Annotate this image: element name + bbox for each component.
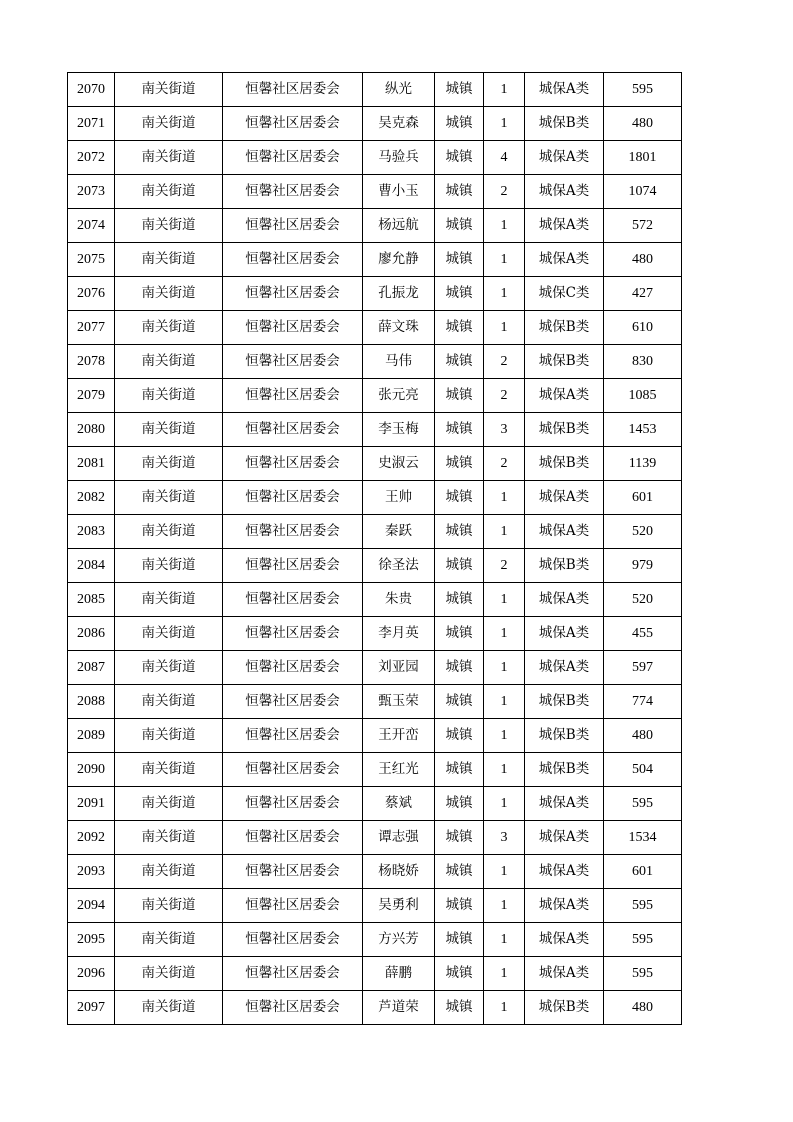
cell-street: 南关街道 xyxy=(115,685,223,719)
cell-serial-number: 2081 xyxy=(68,447,115,481)
recipient-table xyxy=(67,72,682,1025)
cell-community: 恒馨社区居委会 xyxy=(223,685,363,719)
cell-street: 南关街道 xyxy=(115,379,223,413)
cell-serial-number: 2089 xyxy=(68,719,115,753)
cell-serial-number: 2083 xyxy=(68,515,115,549)
cell-community: 恒馨社区居委会 xyxy=(223,515,363,549)
cell-community: 恒馨社区居委会 xyxy=(223,311,363,345)
cell-name: 王帅 xyxy=(363,481,435,515)
cell-area-type: 城镇 xyxy=(435,107,484,141)
cell-area-type: 城镇 xyxy=(435,141,484,175)
cell-name: 曹小玉 xyxy=(363,175,435,209)
cell-street: 南关街道 xyxy=(115,209,223,243)
cell-category: 城保B类 xyxy=(525,991,604,1025)
cell-category: 城保A类 xyxy=(525,481,604,515)
cell-household-size: 1 xyxy=(484,991,525,1025)
cell-serial-number: 2085 xyxy=(68,583,115,617)
cell-community: 恒馨社区居委会 xyxy=(223,889,363,923)
cell-name: 王开峦 xyxy=(363,719,435,753)
table-row xyxy=(68,107,682,141)
cell-amount: 1139 xyxy=(604,447,682,481)
table-row xyxy=(68,311,682,345)
cell-area-type: 城镇 xyxy=(435,889,484,923)
cell-category: 城保A类 xyxy=(525,583,604,617)
cell-amount: 1453 xyxy=(604,413,682,447)
cell-household-size: 1 xyxy=(484,481,525,515)
cell-household-size: 1 xyxy=(484,719,525,753)
cell-household-size: 1 xyxy=(484,243,525,277)
cell-community: 恒馨社区居委会 xyxy=(223,73,363,107)
cell-community: 恒馨社区居委会 xyxy=(223,549,363,583)
table-row xyxy=(68,481,682,515)
cell-name: 孔振龙 xyxy=(363,277,435,311)
cell-serial-number: 2094 xyxy=(68,889,115,923)
cell-area-type: 城镇 xyxy=(435,243,484,277)
cell-category: 城保A类 xyxy=(525,515,604,549)
cell-household-size: 1 xyxy=(484,311,525,345)
table-row xyxy=(68,685,682,719)
cell-area-type: 城镇 xyxy=(435,617,484,651)
cell-area-type: 城镇 xyxy=(435,447,484,481)
cell-household-size: 1 xyxy=(484,855,525,889)
cell-street: 南关街道 xyxy=(115,549,223,583)
cell-amount: 1085 xyxy=(604,379,682,413)
cell-name: 吴勇利 xyxy=(363,889,435,923)
cell-household-size: 1 xyxy=(484,651,525,685)
cell-street: 南关街道 xyxy=(115,617,223,651)
cell-category: 城保A类 xyxy=(525,379,604,413)
cell-name: 芦道荣 xyxy=(363,991,435,1025)
cell-category: 城保B类 xyxy=(525,549,604,583)
cell-community: 恒馨社区居委会 xyxy=(223,651,363,685)
cell-community: 恒馨社区居委会 xyxy=(223,413,363,447)
cell-category: 城保C类 xyxy=(525,277,604,311)
cell-community: 恒馨社区居委会 xyxy=(223,821,363,855)
cell-serial-number: 2074 xyxy=(68,209,115,243)
cell-household-size: 2 xyxy=(484,549,525,583)
cell-street: 南关街道 xyxy=(115,311,223,345)
cell-category: 城保B类 xyxy=(525,719,604,753)
table-row xyxy=(68,753,682,787)
cell-name: 杨远航 xyxy=(363,209,435,243)
table-row xyxy=(68,821,682,855)
cell-serial-number: 2091 xyxy=(68,787,115,821)
cell-category: 城保B类 xyxy=(525,107,604,141)
cell-household-size: 1 xyxy=(484,583,525,617)
table-row xyxy=(68,345,682,379)
cell-name: 甄玉荣 xyxy=(363,685,435,719)
cell-amount: 572 xyxy=(604,209,682,243)
cell-name: 杨晓娇 xyxy=(363,855,435,889)
cell-community: 恒馨社区居委会 xyxy=(223,447,363,481)
cell-area-type: 城镇 xyxy=(435,991,484,1025)
cell-serial-number: 2072 xyxy=(68,141,115,175)
cell-name: 史淑云 xyxy=(363,447,435,481)
cell-household-size: 2 xyxy=(484,447,525,481)
cell-serial-number: 2077 xyxy=(68,311,115,345)
table-row xyxy=(68,413,682,447)
cell-category: 城保A类 xyxy=(525,787,604,821)
cell-community: 恒馨社区居委会 xyxy=(223,175,363,209)
cell-name: 李玉梅 xyxy=(363,413,435,447)
cell-serial-number: 2075 xyxy=(68,243,115,277)
cell-household-size: 3 xyxy=(484,413,525,447)
cell-street: 南关街道 xyxy=(115,923,223,957)
cell-area-type: 城镇 xyxy=(435,379,484,413)
cell-name: 纵光 xyxy=(363,73,435,107)
cell-amount: 595 xyxy=(604,73,682,107)
cell-area-type: 城镇 xyxy=(435,73,484,107)
cell-category: 城保A类 xyxy=(525,209,604,243)
cell-area-type: 城镇 xyxy=(435,481,484,515)
cell-name: 刘亚园 xyxy=(363,651,435,685)
cell-community: 恒馨社区居委会 xyxy=(223,379,363,413)
table-row xyxy=(68,243,682,277)
cell-name: 方兴芳 xyxy=(363,923,435,957)
cell-community: 恒馨社区居委会 xyxy=(223,923,363,957)
cell-serial-number: 2087 xyxy=(68,651,115,685)
cell-community: 恒馨社区居委会 xyxy=(223,787,363,821)
cell-category: 城保B类 xyxy=(525,345,604,379)
cell-serial-number: 2070 xyxy=(68,73,115,107)
cell-amount: 427 xyxy=(604,277,682,311)
cell-name: 谭志强 xyxy=(363,821,435,855)
cell-category: 城保B类 xyxy=(525,753,604,787)
cell-community: 恒馨社区居委会 xyxy=(223,583,363,617)
cell-serial-number: 2073 xyxy=(68,175,115,209)
cell-household-size: 1 xyxy=(484,685,525,719)
cell-amount: 520 xyxy=(604,515,682,549)
table-body xyxy=(68,73,682,1025)
cell-household-size: 1 xyxy=(484,209,525,243)
cell-area-type: 城镇 xyxy=(435,821,484,855)
cell-household-size: 1 xyxy=(484,753,525,787)
table-row xyxy=(68,209,682,243)
cell-amount: 480 xyxy=(604,991,682,1025)
cell-category: 城保A类 xyxy=(525,651,604,685)
cell-community: 恒馨社区居委会 xyxy=(223,345,363,379)
cell-street: 南关街道 xyxy=(115,753,223,787)
table-row xyxy=(68,889,682,923)
cell-amount: 595 xyxy=(604,787,682,821)
cell-area-type: 城镇 xyxy=(435,685,484,719)
cell-category: 城保A类 xyxy=(525,243,604,277)
cell-community: 恒馨社区居委会 xyxy=(223,957,363,991)
cell-household-size: 1 xyxy=(484,515,525,549)
cell-area-type: 城镇 xyxy=(435,209,484,243)
cell-name: 马伟 xyxy=(363,345,435,379)
table-row xyxy=(68,379,682,413)
cell-serial-number: 2080 xyxy=(68,413,115,447)
cell-street: 南关街道 xyxy=(115,889,223,923)
cell-serial-number: 2086 xyxy=(68,617,115,651)
cell-name: 吴克森 xyxy=(363,107,435,141)
cell-area-type: 城镇 xyxy=(435,787,484,821)
table-row xyxy=(68,651,682,685)
cell-street: 南关街道 xyxy=(115,991,223,1025)
cell-name: 薛文珠 xyxy=(363,311,435,345)
cell-street: 南关街道 xyxy=(115,107,223,141)
cell-serial-number: 2071 xyxy=(68,107,115,141)
cell-category: 城保A类 xyxy=(525,923,604,957)
cell-community: 恒馨社区居委会 xyxy=(223,107,363,141)
cell-street: 南关街道 xyxy=(115,855,223,889)
cell-street: 南关街道 xyxy=(115,243,223,277)
cell-area-type: 城镇 xyxy=(435,515,484,549)
cell-category: 城保A类 xyxy=(525,141,604,175)
cell-household-size: 3 xyxy=(484,821,525,855)
cell-community: 恒馨社区居委会 xyxy=(223,753,363,787)
cell-amount: 774 xyxy=(604,685,682,719)
cell-area-type: 城镇 xyxy=(435,413,484,447)
table-row xyxy=(68,277,682,311)
cell-household-size: 1 xyxy=(484,277,525,311)
cell-amount: 504 xyxy=(604,753,682,787)
cell-area-type: 城镇 xyxy=(435,583,484,617)
cell-amount: 455 xyxy=(604,617,682,651)
cell-street: 南关街道 xyxy=(115,413,223,447)
cell-household-size: 1 xyxy=(484,787,525,821)
cell-amount: 520 xyxy=(604,583,682,617)
cell-serial-number: 2093 xyxy=(68,855,115,889)
cell-amount: 595 xyxy=(604,957,682,991)
table-row xyxy=(68,175,682,209)
cell-name: 王红光 xyxy=(363,753,435,787)
cell-serial-number: 2078 xyxy=(68,345,115,379)
cell-street: 南关街道 xyxy=(115,719,223,753)
cell-amount: 1801 xyxy=(604,141,682,175)
cell-area-type: 城镇 xyxy=(435,855,484,889)
table-row xyxy=(68,141,682,175)
cell-street: 南关街道 xyxy=(115,787,223,821)
cell-street: 南关街道 xyxy=(115,141,223,175)
cell-serial-number: 2096 xyxy=(68,957,115,991)
cell-name: 朱贵 xyxy=(363,583,435,617)
cell-amount: 595 xyxy=(604,923,682,957)
cell-amount: 595 xyxy=(604,889,682,923)
cell-category: 城保A类 xyxy=(525,821,604,855)
table-row xyxy=(68,447,682,481)
cell-community: 恒馨社区居委会 xyxy=(223,617,363,651)
cell-category: 城保A类 xyxy=(525,73,604,107)
cell-name: 张元亮 xyxy=(363,379,435,413)
cell-serial-number: 2079 xyxy=(68,379,115,413)
cell-area-type: 城镇 xyxy=(435,277,484,311)
cell-amount: 830 xyxy=(604,345,682,379)
cell-category: 城保A类 xyxy=(525,855,604,889)
cell-amount: 610 xyxy=(604,311,682,345)
cell-area-type: 城镇 xyxy=(435,957,484,991)
cell-amount: 979 xyxy=(604,549,682,583)
cell-name: 马验兵 xyxy=(363,141,435,175)
cell-name: 秦跃 xyxy=(363,515,435,549)
cell-amount: 480 xyxy=(604,719,682,753)
cell-category: 城保B类 xyxy=(525,685,604,719)
cell-community: 恒馨社区居委会 xyxy=(223,855,363,889)
cell-household-size: 2 xyxy=(484,345,525,379)
cell-serial-number: 2097 xyxy=(68,991,115,1025)
cell-amount: 1074 xyxy=(604,175,682,209)
cell-area-type: 城镇 xyxy=(435,311,484,345)
cell-serial-number: 2082 xyxy=(68,481,115,515)
cell-category: 城保B类 xyxy=(525,311,604,345)
cell-household-size: 1 xyxy=(484,923,525,957)
cell-serial-number: 2088 xyxy=(68,685,115,719)
cell-street: 南关街道 xyxy=(115,583,223,617)
cell-street: 南关街道 xyxy=(115,821,223,855)
cell-serial-number: 2084 xyxy=(68,549,115,583)
cell-household-size: 4 xyxy=(484,141,525,175)
cell-category: 城保B类 xyxy=(525,447,604,481)
cell-category: 城保A类 xyxy=(525,957,604,991)
cell-area-type: 城镇 xyxy=(435,923,484,957)
cell-community: 恒馨社区居委会 xyxy=(223,719,363,753)
cell-amount: 601 xyxy=(604,855,682,889)
table-row xyxy=(68,787,682,821)
cell-area-type: 城镇 xyxy=(435,345,484,379)
cell-street: 南关街道 xyxy=(115,73,223,107)
cell-amount: 480 xyxy=(604,243,682,277)
table-row xyxy=(68,991,682,1025)
cell-street: 南关街道 xyxy=(115,957,223,991)
cell-community: 恒馨社区居委会 xyxy=(223,991,363,1025)
cell-area-type: 城镇 xyxy=(435,175,484,209)
cell-area-type: 城镇 xyxy=(435,651,484,685)
cell-name: 徐圣法 xyxy=(363,549,435,583)
cell-name: 李月英 xyxy=(363,617,435,651)
cell-community: 恒馨社区居委会 xyxy=(223,209,363,243)
cell-street: 南关街道 xyxy=(115,447,223,481)
table-row xyxy=(68,549,682,583)
cell-street: 南关街道 xyxy=(115,277,223,311)
cell-serial-number: 2076 xyxy=(68,277,115,311)
cell-area-type: 城镇 xyxy=(435,549,484,583)
cell-amount: 1534 xyxy=(604,821,682,855)
cell-street: 南关街道 xyxy=(115,481,223,515)
cell-category: 城保A类 xyxy=(525,175,604,209)
cell-name: 薛鹏 xyxy=(363,957,435,991)
table-row xyxy=(68,515,682,549)
cell-area-type: 城镇 xyxy=(435,753,484,787)
cell-community: 恒馨社区居委会 xyxy=(223,141,363,175)
cell-amount: 601 xyxy=(604,481,682,515)
cell-amount: 480 xyxy=(604,107,682,141)
cell-street: 南关街道 xyxy=(115,515,223,549)
cell-serial-number: 2092 xyxy=(68,821,115,855)
table-row xyxy=(68,583,682,617)
cell-household-size: 2 xyxy=(484,175,525,209)
cell-amount: 597 xyxy=(604,651,682,685)
table-row xyxy=(68,957,682,991)
cell-street: 南关街道 xyxy=(115,345,223,379)
table-row xyxy=(68,855,682,889)
cell-community: 恒馨社区居委会 xyxy=(223,277,363,311)
cell-name: 蔡斌 xyxy=(363,787,435,821)
cell-household-size: 1 xyxy=(484,889,525,923)
cell-household-size: 1 xyxy=(484,957,525,991)
cell-household-size: 1 xyxy=(484,617,525,651)
cell-street: 南关街道 xyxy=(115,651,223,685)
cell-name: 廖允静 xyxy=(363,243,435,277)
table-row xyxy=(68,719,682,753)
table-row xyxy=(68,617,682,651)
cell-household-size: 2 xyxy=(484,379,525,413)
cell-community: 恒馨社区居委会 xyxy=(223,243,363,277)
cell-category: 城保B类 xyxy=(525,413,604,447)
table-row xyxy=(68,923,682,957)
cell-household-size: 1 xyxy=(484,73,525,107)
table-row xyxy=(68,73,682,107)
cell-area-type: 城镇 xyxy=(435,719,484,753)
cell-category: 城保A类 xyxy=(525,617,604,651)
cell-household-size: 1 xyxy=(484,107,525,141)
cell-serial-number: 2095 xyxy=(68,923,115,957)
cell-category: 城保A类 xyxy=(525,889,604,923)
cell-serial-number: 2090 xyxy=(68,753,115,787)
cell-street: 南关街道 xyxy=(115,175,223,209)
cell-community: 恒馨社区居委会 xyxy=(223,481,363,515)
